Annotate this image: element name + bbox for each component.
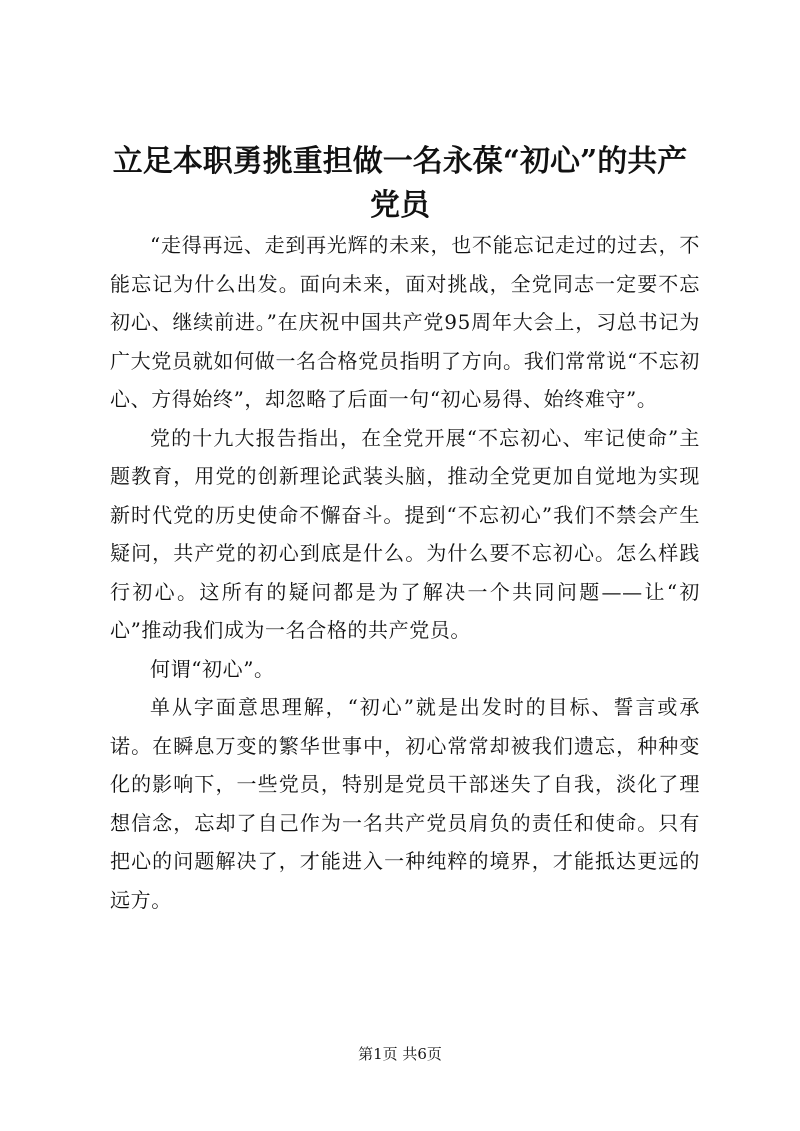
paragraph-4: 单从字面意思理解，“初心”就是出发时的目标、誓言或承诺。在瞬息万变的繁华世事中，初心常常却被我们遗忘，种种变化的影响下，一些党员，特别是党员干部迷失了自我，淡化了理想信念，忘却了自己作为一名共产党员肩负的责任和使命。只有把心的问题解决了，才能进入一种纯粹的境界，才能抵达更远的远方。	[110, 695, 700, 912]
page-number-footer: 第1页 共6页	[358, 1045, 442, 1063]
paragraph-1: “走得再远、走到再光辉的未来，也不能忘记走过的过去，不能忘记为什么出发。面向未来，面对挑战，全党同志一定要不忘初心、继续前进。”在庆祝中国共产党95周年大会上，习总书记为广大党员就如何做一名合格党员指明了方向。我们常常说“不忘初心、方得始终”，却忽略了后面一句“初心易得、始终难守”。	[110, 233, 700, 411]
document-title: 立足本职勇挑重担做一名永葆“初心”的共产党员	[112, 144, 688, 223]
paragraph-2: 党的十九大报告指出，在全党开展“不忘初心、牢记使命”主题教育，用党的创新理论武装头脑，推动全党更加自觉地为实现新时代党的历史使命不懈奋斗。提到“不忘初心”我们不禁会产生疑问，共产党的初心到底是什么。为什么要不忘初心。怎么样践行初心。这所有的疑问都是为了解决一个共同问题——让“初心”推动我们成为一名合格的共产党员。	[110, 425, 700, 642]
paragraph-3: 何谓“初心”。	[150, 656, 275, 681]
document-body	[110, 226, 700, 919]
